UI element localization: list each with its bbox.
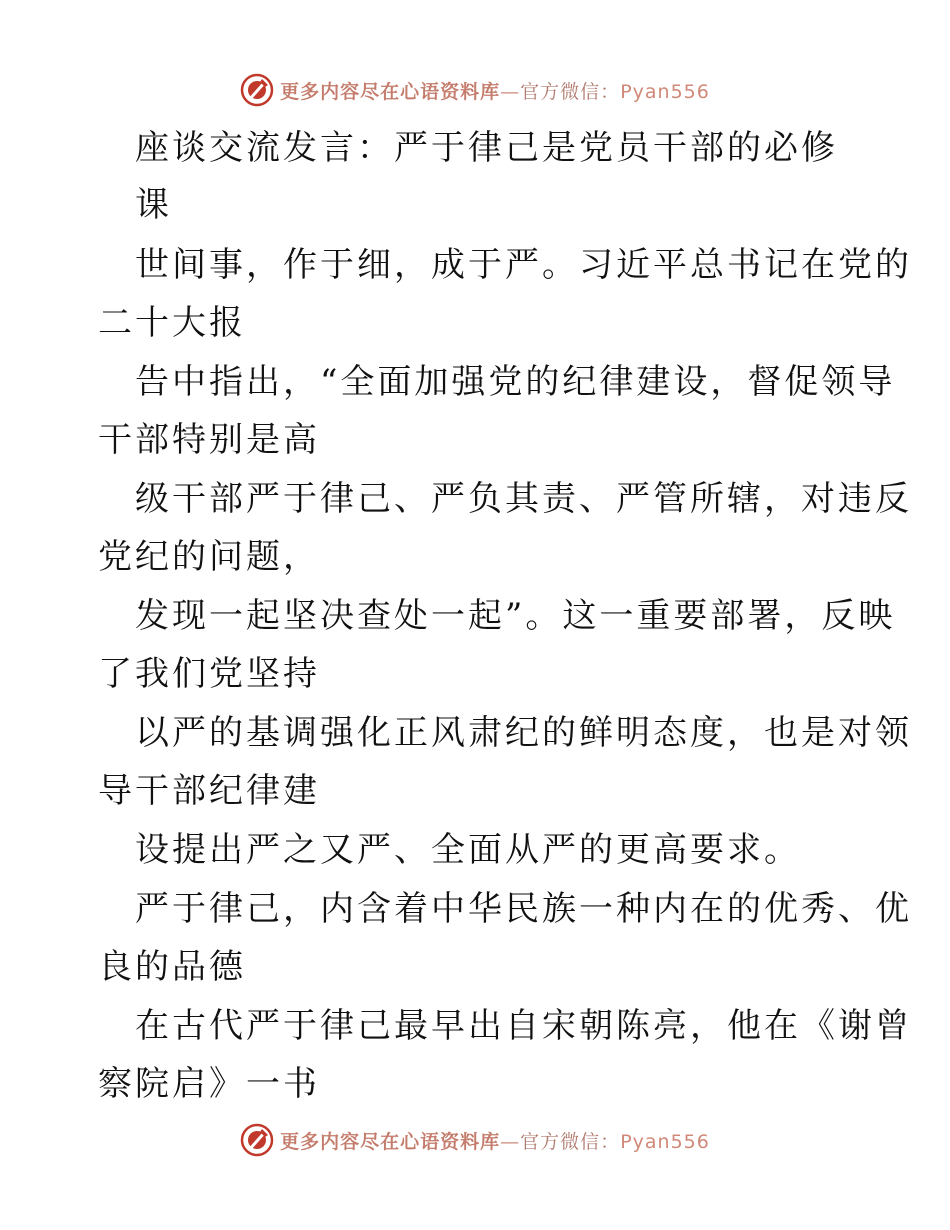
text-line: 以严的基调强化正风肃纪的鲜明态度，也是对领 [135, 713, 912, 753]
watermark-dash: — [500, 1130, 521, 1153]
watermark-wechat-label: 官方微信： [520, 1130, 621, 1153]
header-watermark [0, 70, 950, 110]
footer-watermark [0, 1120, 950, 1160]
title-line-1: 座谈交流发言：严于律己是党员干部的必修 [135, 128, 838, 168]
pen-logo-icon [240, 1123, 274, 1157]
text-line: 告中指出，“全面加强党的纪律建设，督促领导 [135, 362, 896, 402]
text-line: 严于律己，内含着中华民族一种内在的优秀、优 [135, 889, 912, 929]
watermark-wechat-id: Pyan556 [620, 80, 710, 103]
text-line: 了我们党坚持 [98, 654, 320, 694]
text-line: 干部特别是高 [98, 420, 320, 460]
watermark-wechat-label: 官方微信： [520, 80, 621, 103]
text-line: 设提出严之又严、全面从严的更高要求。 [135, 830, 801, 870]
watermark-site-text: 更多内容尽在心语资料库 [280, 1130, 501, 1153]
text-line: 察院启》一书 [98, 1064, 320, 1104]
text-line: 在古代严于律己最早出自宋朝陈亮，他在《谢曾 [135, 1006, 912, 1046]
text-line: 导干部纪律建 [98, 771, 320, 811]
watermark-wechat-id: Pyan556 [620, 1130, 710, 1153]
text-line: 二十大报 [98, 303, 246, 343]
watermark-site-text: 更多内容尽在心语资料库 [280, 80, 501, 103]
text-line: 级干部严于律己、严负其责、严管所辖，对违反 [135, 479, 912, 519]
text-line: 党纪的问题， [98, 537, 320, 577]
text-line: 世间事，作于细，成于严。习近平总书记在党的 [135, 245, 912, 285]
watermark-dash: — [500, 80, 521, 103]
text-line: 发现一起坚决查处一起”。这一重要部署，反映 [135, 596, 896, 636]
pen-logo-icon [240, 73, 274, 107]
text-line: 良的品德 [98, 947, 246, 987]
title-line-2: 课 [135, 185, 172, 225]
